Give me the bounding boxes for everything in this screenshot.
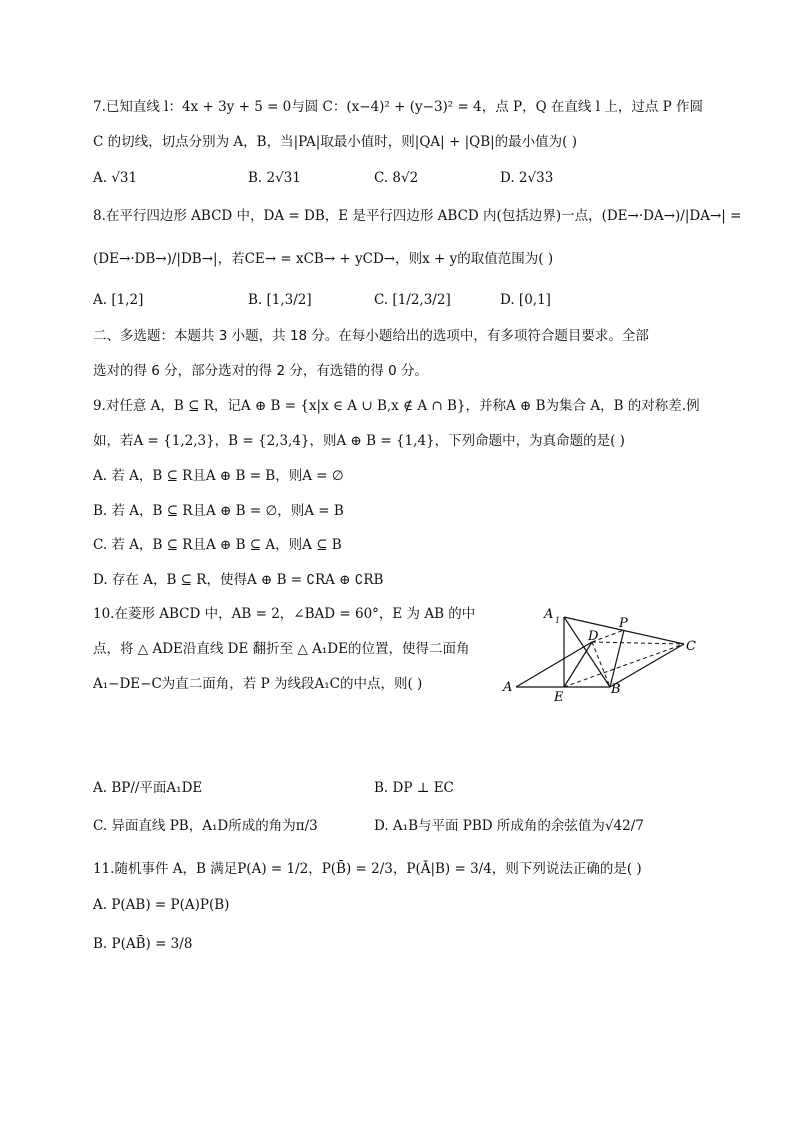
label-e: E: [554, 690, 564, 705]
q10-option-a[interactable]: A. BP//平面A₁DE: [93, 780, 203, 796]
q10-folded-rhombus-figure: [498, 600, 708, 705]
q9-option-c[interactable]: C. 若 A，B ⊆ R且A ⊕ B ⊆ A，则A ⊆ B: [93, 537, 342, 553]
label-c: C: [686, 639, 696, 654]
label-d: D: [588, 629, 599, 644]
label-b: B: [611, 682, 621, 697]
q7-option-d[interactable]: D. 2√33: [500, 170, 554, 186]
section2-heading-line2: 选对的得 6 分，部分选对的得 2 分，有选错的得 0 分。: [93, 363, 429, 379]
q7-option-c[interactable]: C. 8√2: [374, 170, 419, 186]
q10-stem-line3: A₁−DE−C为直二面角，若 P 为线段A₁C的中点，则( ): [93, 676, 423, 692]
q7-stem-line2: C 的切线，切点分别为 A，B，当|PA|取最小值时，则|QA| + |QB|的最小值为( ): [93, 134, 577, 150]
q8-option-b[interactable]: B. [1,3/2]: [248, 292, 312, 308]
edge-b-p: [610, 630, 624, 687]
edge-b-c: [610, 644, 684, 687]
label-a1-subscript: 1: [555, 616, 561, 625]
edge-d-c-dashed: [592, 642, 684, 644]
q9-stem-line2: 如，若A = {1,2,3}，B = {2,3,4}，则A ⊕ B = {1,4}，下列命题中，为真命题的是( ): [93, 433, 625, 449]
section2-heading-line1: 二、多选题：本题共 3 小题，共 18 分。在每小题给出的选项中，有多项符合题目要求。全部: [93, 328, 649, 344]
q10-option-b[interactable]: B. DP ⊥ EC: [374, 780, 454, 796]
q11-option-a[interactable]: A. P(AB) = P(A)P(B): [93, 897, 230, 913]
q8-option-d[interactable]: D. [0,1]: [500, 292, 551, 308]
q7-option-b[interactable]: B. 2√31: [248, 170, 301, 186]
q8-option-a[interactable]: A. [1,2]: [93, 292, 144, 308]
q9-stem-line1: 9.对任意 A，B ⊆ R，记A ⊕ B = {x|x ∈ A ∪ B,x ∉ A ∩ B}，并称A ⊕ B为集合 A，B 的对称差.例: [93, 398, 700, 414]
q8-stem-line2: (DE→·DB→)/|DB→|，若CE→ = xCB→ + yCD→，则x + y的取值范围为( ): [93, 251, 554, 267]
q9-option-a[interactable]: A. 若 A，B ⊆ R且A ⊕ B = B，则A = ∅: [93, 468, 344, 484]
q10-stem-line1: 10.在菱形 ABCD 中，AB = 2，∠BAD = 60°，E 为 AB 的中: [93, 606, 476, 622]
label-p: P: [619, 616, 628, 631]
edge-e-d: [564, 642, 592, 687]
q8-stem-line1: 8.在平行四边形 ABCD 中，DA = DB，E 是平行四边形 ABCD 内(包括边界)一点，(DE→·DA→)/|DA→| =: [93, 208, 742, 224]
q8-option-c[interactable]: C. [1/2,3/2]: [374, 292, 451, 308]
label-a1: A: [544, 607, 554, 622]
q9-option-d[interactable]: D. 存在 A，B ⊆ R，使得A ⊕ B = ∁RA ⊕ ∁RB: [93, 572, 384, 588]
q10-option-d[interactable]: D. A₁B与平面 PBD 所成角的余弦值为√42/7: [374, 818, 644, 834]
label-a: A: [503, 680, 513, 695]
q7-stem-line1: 7.已知直线 l：4x + 3y + 5 = 0与圆 C：(x−4)² + (y−3)² = 4，点 P，Q 在直线 l 上，过点 P 作圆: [93, 99, 703, 115]
q10-stem-line2: 点，将 △ ADE沿直线 DE 翻折至 △ A₁DE的位置，使得二面角: [93, 641, 470, 657]
edge-a-d: [516, 642, 592, 687]
q11-option-b[interactable]: B. P(AB̄) = 3/8: [93, 936, 193, 952]
q10-option-c[interactable]: C. 异面直线 PB，A₁D所成的角为π/3: [93, 818, 318, 834]
q11-stem-line1: 11.随机事件 A，B 满足P(A) = 1/2，P(B̄) = 2/3，P(Ā|B) = 3/4，则下列说法正确的是( ): [93, 861, 642, 877]
q7-option-a[interactable]: A. √31: [93, 170, 138, 186]
q9-option-b[interactable]: B. 若 A，B ⊆ R且A ⊕ B = ∅，则A = B: [93, 503, 344, 519]
edge-e-c-dashed: [564, 644, 684, 687]
